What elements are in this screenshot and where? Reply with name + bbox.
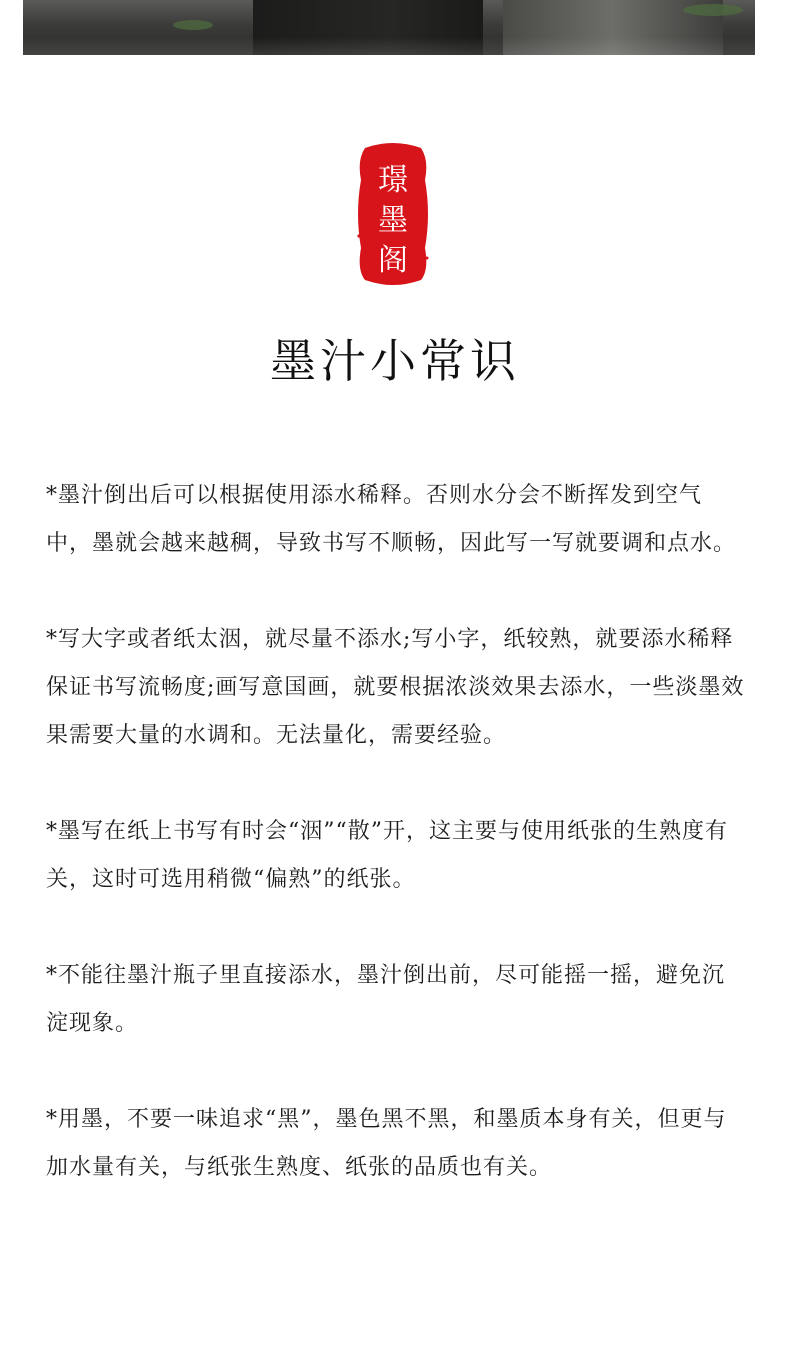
tip-paragraph: *墨汁倒出后可以根据使用添水稀释。否则水分会不断挥发到空气中，墨就会越来越稠，导致书写不顺畅，因此写一写就要调和点水。	[46, 483, 737, 556]
tips-content	[46, 472, 746, 1240]
red-seal-stamp-icon	[355, 140, 431, 288]
tip-paragraph: *写大字或者纸太洇，就尽量不添水;写小字，纸较熟，就要添水稀释保证书写流畅度;画写意国画，就要根据浓淡效果去添水，一些淡墨效果需要大量的水调和。无法量化，需要经验。	[46, 627, 745, 748]
seal-char-1: 璟	[378, 163, 408, 198]
seal-char-2: 墨	[378, 203, 408, 238]
leaf-decoration	[683, 4, 743, 16]
seal-char-3: 阁	[378, 243, 408, 278]
water-reflection	[23, 37, 755, 55]
tip-paragraph: *不能往墨汁瓶子里直接添水，墨汁倒出前，尽可能摇一摇，避免沉淀现象。	[46, 963, 726, 1036]
tip-paragraph: *用墨，不要一味追求“黑”，墨色黑不黑，和墨质本身有关，但更与加水量有关，与纸张生熟度、纸张的品质也有关。	[46, 1107, 727, 1180]
tip-paragraph: *墨写在纸上书写有时会“洇”“散”开，这主要与使用纸张的生熟度有关，这时可选用稍微“偏熟”的纸张。	[46, 819, 728, 892]
product-photo-banner	[23, 0, 755, 55]
page-title: 墨汁小常识	[270, 334, 520, 388]
leaf-decoration	[173, 20, 213, 30]
